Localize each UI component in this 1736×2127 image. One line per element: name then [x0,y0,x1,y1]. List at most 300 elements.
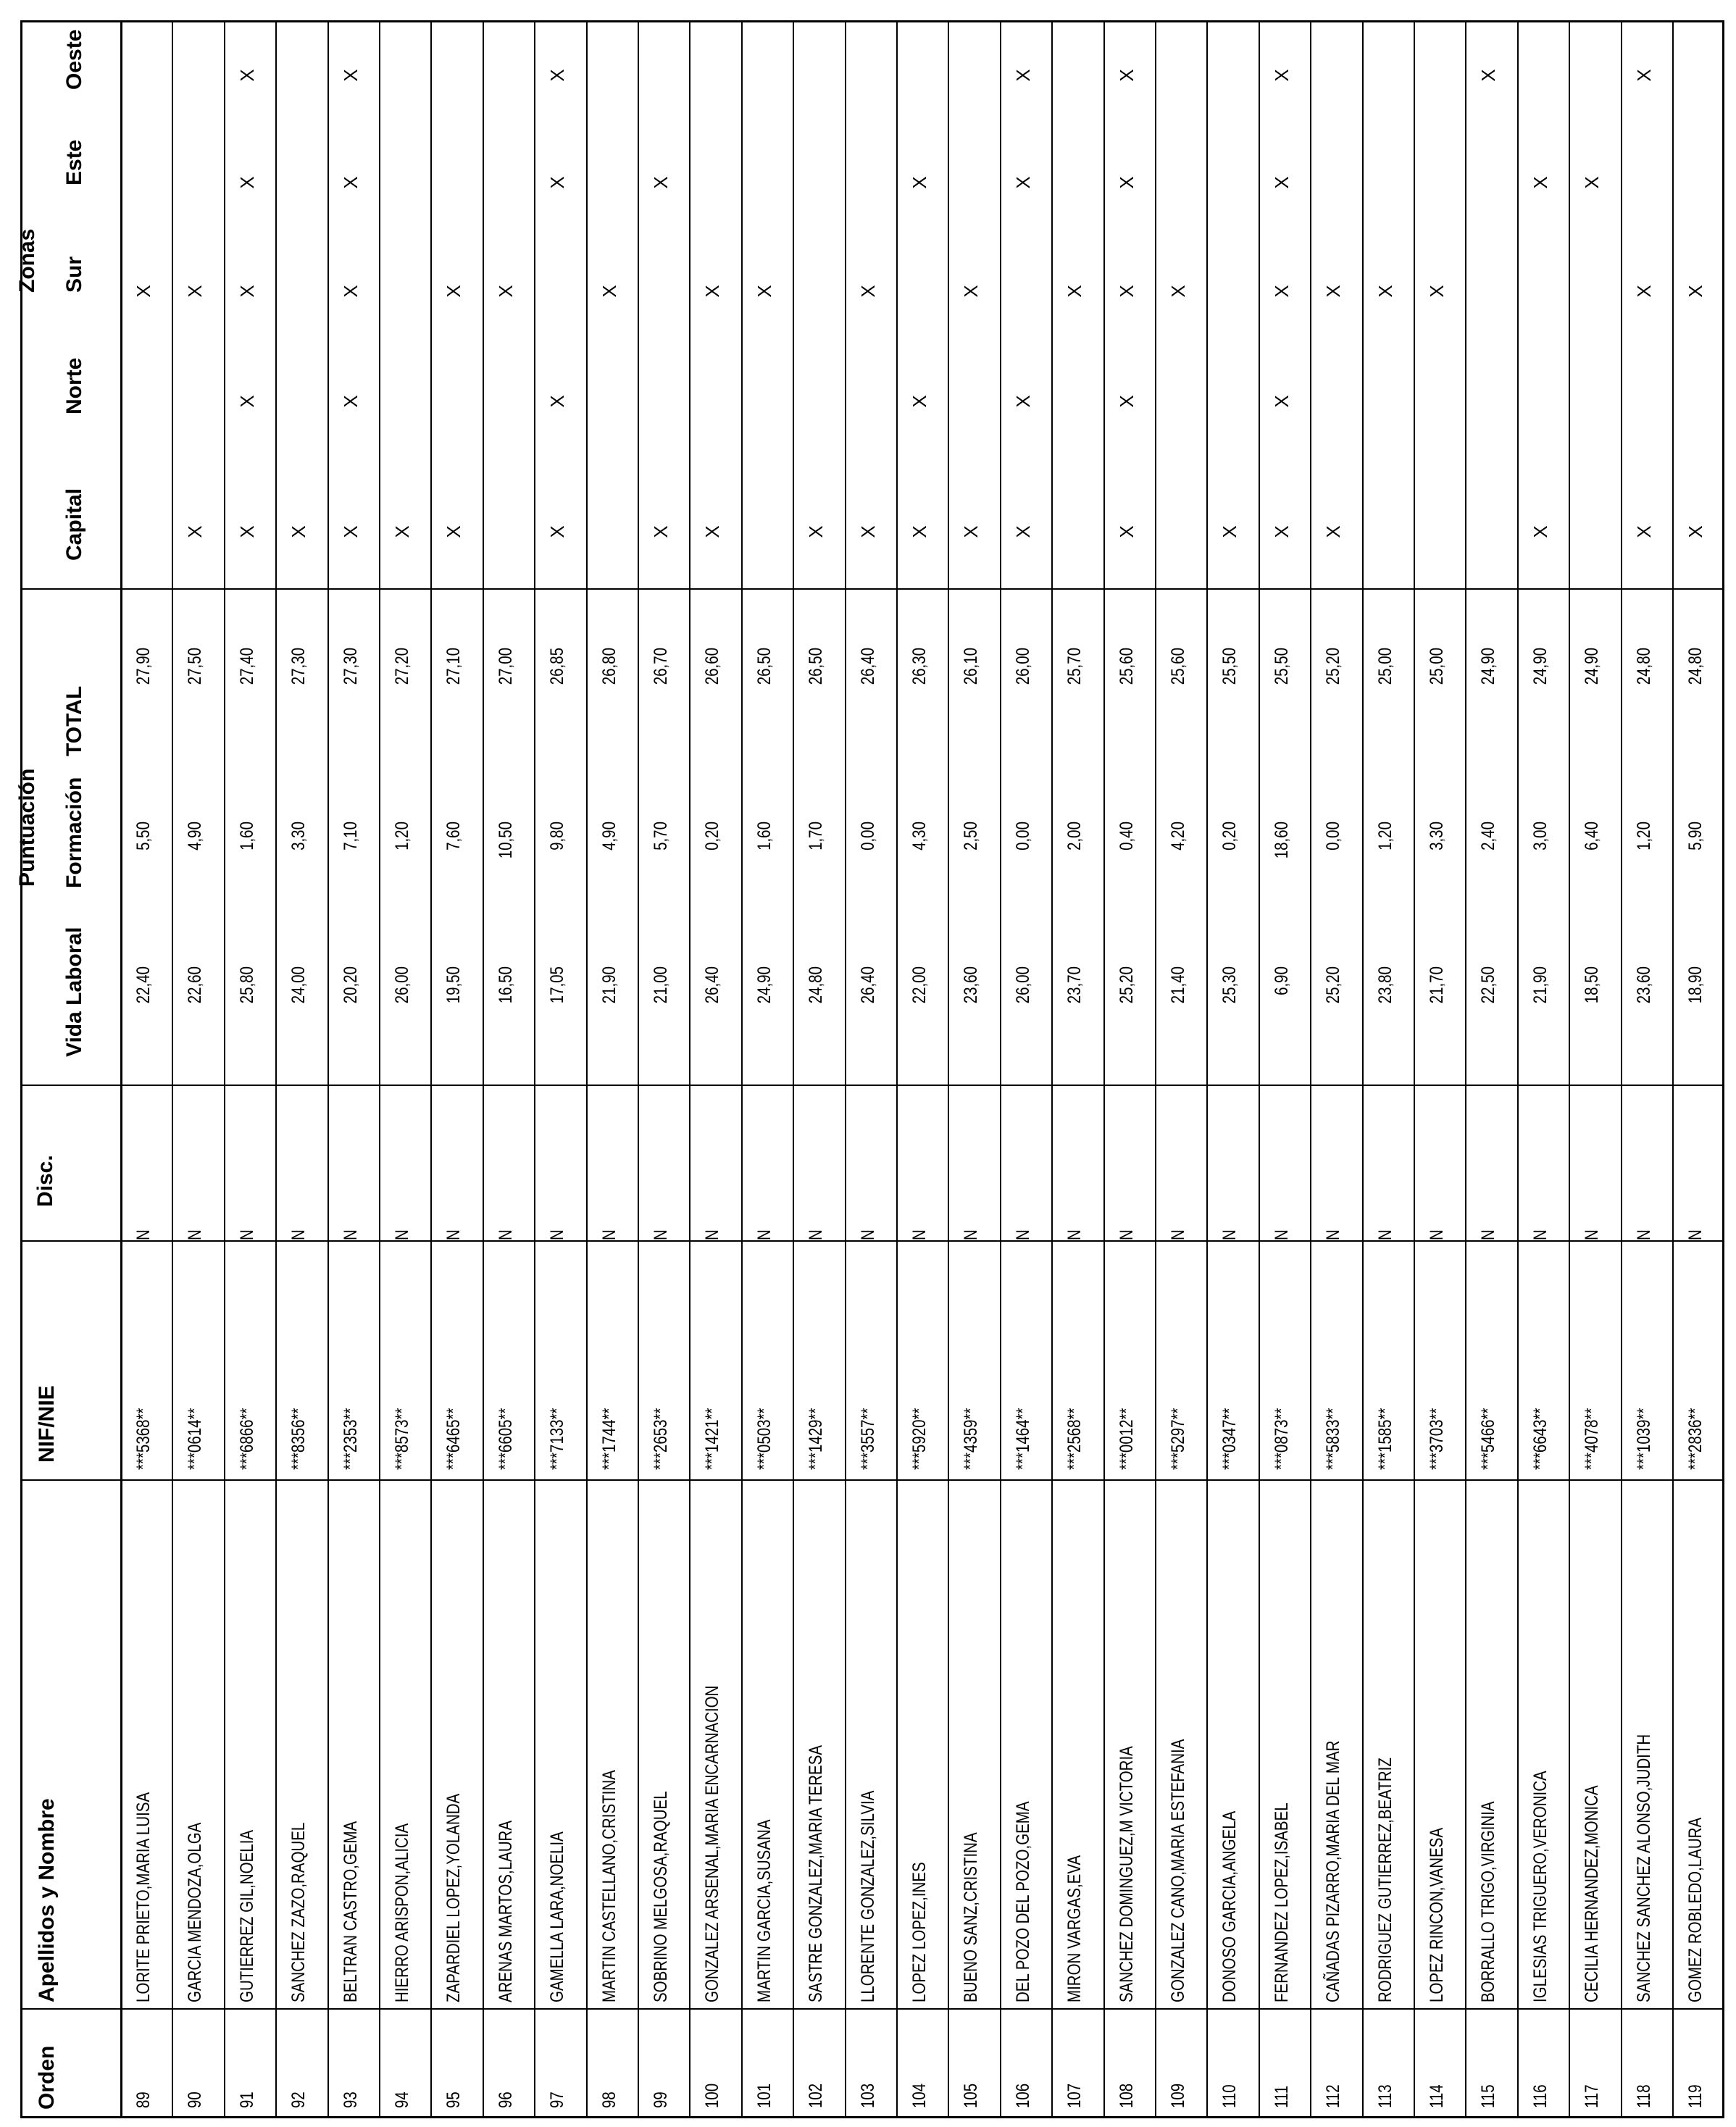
cell-nombre: RODRIGUEZ GUTIERREZ,BEATRIZ [1374,1758,1395,2002]
cell-formacion: 4,20 [1168,822,1188,851]
cell-total: 27,30 [288,648,309,685]
row-divider [1362,20,1364,2118]
zone-mark-oeste: X [339,69,362,82]
zone-mark-capital: X [1011,525,1034,538]
cell-vida-laboral: 24,90 [754,966,775,1004]
cell-vida-laboral: 23,80 [1374,966,1395,1004]
cell-orden: 118 [1633,2084,1654,2108]
cell-formacion: 1,60 [236,822,257,851]
cell-orden: 91 [236,2092,257,2108]
header-orden: Orden [35,2045,59,2110]
header-oeste: Oeste [62,29,86,90]
cell-disc: N [857,1229,878,1240]
cell-nombre: MIRON VARGAS,EVA [1064,1855,1085,2002]
cell-formacion: 0,00 [1323,822,1344,851]
row-divider [1569,20,1570,2118]
cell-nif: ***1039** [1633,1408,1654,1470]
cell-orden: 97 [547,2092,568,2108]
cell-nombre: DONOSO GARCIA,ANGELA [1219,1810,1240,2002]
row-divider [1000,20,1001,2118]
cell-vida-laboral: 26,40 [702,966,723,1004]
zone-mark-este: X [235,176,258,189]
cell-nombre: ZAPARDIEL LOPEZ,YOLANDA [443,1793,464,2002]
cell-total: 24,80 [1685,648,1706,685]
cell-total: 26,40 [857,648,878,685]
zone-mark-capital: X [391,525,413,538]
zone-mark-capital: X [1632,525,1655,538]
cell-vida-laboral: 21,00 [651,966,671,1004]
cell-total: 25,50 [1219,648,1240,685]
cell-formacion: 2,40 [1478,822,1499,851]
zone-mark-oeste: X [235,69,258,82]
cell-total: 26,50 [806,648,827,685]
row-divider [896,20,898,2118]
cell-nif: ***0503** [754,1408,775,1470]
cell-vida-laboral: 22,00 [909,966,930,1004]
row-divider [1155,20,1156,2118]
cell-nif: ***0012** [1116,1408,1137,1470]
cell-nif: ***0614** [185,1408,206,1470]
zone-mark-oeste: X [546,69,569,82]
row-divider [845,20,846,2118]
cell-nombre: HIERRO ARISPON,ALICIA [392,1823,412,2002]
zone-mark-capital: X [546,525,569,538]
cell-nombre: SANCHEZ SANCHEZ ALONSO,JUDITH [1633,1734,1654,2002]
cell-disc: N [185,1229,206,1240]
row-divider [379,20,380,2118]
cell-nif: ***8356** [288,1408,309,1470]
zone-mark-capital: X [960,525,982,538]
cell-vida-laboral: 21,40 [1168,966,1188,1004]
cell-nif: ***6465** [443,1408,464,1470]
zone-mark-norte: X [909,395,930,408]
row-divider [1621,20,1622,2118]
cell-orden: 96 [495,2092,516,2108]
zone-mark-norte: X [1115,395,1138,408]
cell-nombre: CECILIA HERNANDEZ,MONICA [1582,1785,1603,2002]
zone-mark-oeste: X [1011,69,1034,82]
cell-total: 26,50 [754,648,775,685]
cell-vida-laboral: 16,50 [495,966,516,1004]
cell-formacion: 5,70 [651,822,671,851]
cell-disc: N [547,1229,568,1240]
cell-nombre: IGLESIAS TRIGUERO,VERONICA [1530,1771,1551,2002]
zone-mark-este: X [909,176,930,189]
cell-nif: ***6866** [236,1408,257,1470]
cell-nombre: GUTIERREZ GIL,NOELIA [236,1829,257,2002]
cell-vida-laboral: 26,40 [857,966,878,1004]
cell-total: 26,60 [702,648,723,685]
header-norte: Norte [62,357,86,414]
cell-orden: 114 [1427,2084,1447,2108]
zone-mark-sur: X [1167,285,1189,298]
cell-formacion: 6,40 [1582,822,1603,851]
row-divider [1259,20,1260,2118]
cell-total: 26,10 [961,648,982,685]
zone-mark-capital: X [650,525,672,538]
cell-total: 27,50 [185,648,206,685]
cell-nif: ***1429** [806,1408,827,1470]
cell-nif: ***6605** [495,1408,516,1470]
cell-disc: N [1116,1229,1137,1240]
header-nombre: Apellidos y Nombre [35,1798,59,2002]
cell-disc: N [909,1229,930,1240]
cell-nif: ***5368** [133,1408,154,1470]
cell-disc: N [1530,1229,1551,1240]
cell-orden: 109 [1168,2083,1188,2108]
cell-orden: 90 [185,2092,206,2108]
cell-formacion: 2,00 [1064,822,1085,851]
cell-disc: N [1374,1229,1395,1240]
cell-disc: N [392,1229,412,1240]
cell-total: 26,85 [547,648,568,685]
cell-vida-laboral: 23,60 [1633,966,1654,1004]
zone-mark-oeste: X [1632,69,1655,82]
cell-nif: ***3703** [1427,1408,1447,1470]
cell-orden: 116 [1530,2084,1551,2108]
row-divider [1103,20,1105,2118]
cell-formacion: 3,30 [288,822,309,851]
zone-mark-sur: X [443,285,465,298]
cell-nif: ***0873** [1271,1408,1292,1470]
header-total: TOTAL [62,685,86,756]
header-disc: Disc. [33,1155,57,1207]
cell-vida-laboral: 25,30 [1219,966,1240,1004]
cell-nif: ***5920** [909,1408,930,1470]
cell-total: 25,00 [1374,648,1395,685]
zone-mark-capital: X [339,525,362,538]
zone-mark-sur: X [1322,285,1345,298]
cell-vida-laboral: 25,80 [236,966,257,1004]
cell-orden: 95 [443,2092,464,2108]
cell-vida-laboral: 26,00 [1012,966,1033,1004]
zone-mark-este: X [546,176,569,189]
zone-mark-capital: X [856,525,879,538]
cell-vida-laboral: 23,60 [961,966,982,1004]
cell-disc: N [1219,1229,1240,1240]
cell-nif: ***3557** [857,1408,878,1470]
cell-disc: N [1271,1229,1292,1240]
cell-nif: ***6643** [1530,1408,1551,1470]
cell-total: 24,90 [1478,648,1499,685]
cell-nombre: SANCHEZ ZAZO,RAQUEL [288,1822,309,2002]
zone-mark-este: X [1581,176,1603,189]
cell-disc: N [1012,1229,1033,1240]
cell-total: 27,00 [495,648,516,685]
zone-mark-capital: X [443,525,465,538]
cell-nombre: BUENO SANZ,CRISTINA [961,1832,982,2002]
zone-mark-sur: X [960,285,982,298]
zone-mark-sur: X [339,285,362,298]
cell-vida-laboral: 26,00 [392,966,412,1004]
zone-mark-este: X [1529,176,1551,189]
cell-nombre: MARTIN CASTELLANO,CRISTINA [598,1770,619,2002]
zone-mark-sur: X [1374,285,1396,298]
cell-disc: N [1427,1229,1447,1240]
cell-formacion: 18,60 [1271,822,1292,859]
zone-mark-norte: X [235,395,258,408]
header-este: Este [62,139,86,185]
cell-formacion: 0,00 [1012,822,1033,851]
cell-disc: N [806,1229,827,1240]
cell-disc: N [288,1229,309,1240]
cell-vida-laboral: 6,90 [1271,966,1292,995]
cell-formacion: 0,20 [702,822,723,851]
cell-total: 27,40 [236,648,257,685]
cell-nif: ***4359** [961,1408,982,1470]
zone-mark-sur: X [1064,285,1086,298]
cell-nombre: SANCHEZ DOMINGUEZ,M VICTORIA [1116,1746,1137,2002]
row-divider [741,20,743,2118]
header-nif: NIF/NIE [35,1385,59,1463]
zone-mark-este: X [1011,176,1034,189]
row-divider [483,20,484,2118]
row-divider [1206,20,1208,2118]
cell-disc: N [133,1229,154,1240]
cell-nif: ***2353** [340,1408,361,1470]
cell-nif: ***2568** [1064,1408,1085,1470]
cell-total: 24,90 [1530,648,1551,685]
zone-mark-sur: X [1115,285,1138,298]
cell-nombre: FERNANDEZ LOPEZ,ISABEL [1271,1802,1292,2002]
cell-disc: N [702,1229,723,1240]
row-divider [948,20,949,2118]
row-divider [1517,20,1519,2118]
cell-nif: ***5466** [1478,1408,1499,1470]
cell-orden: 104 [909,2083,930,2108]
cell-nif: ***5297** [1168,1408,1188,1470]
cell-total: 26,70 [651,648,671,685]
cell-nif: ***1744** [598,1408,619,1470]
cell-vida-laboral: 19,50 [443,966,464,1004]
cell-disc: N [1633,1229,1654,1240]
header-puntuacion: Puntuación [15,768,39,887]
cell-nif: ***8573** [392,1408,412,1470]
zone-mark-este: X [339,176,362,189]
cell-formacion: 1,20 [392,822,412,851]
zone-mark-oeste: X [1270,69,1293,82]
cell-nif: ***2836** [1685,1408,1706,1470]
zone-mark-capital: X [1685,525,1706,538]
row-divider [638,20,639,2118]
row-divider [1310,20,1311,2118]
cell-total: 26,00 [1012,648,1033,685]
cell-nif: ***2653** [651,1408,671,1470]
cell-total: 24,90 [1582,648,1603,685]
cell-nombre: LOPEZ LOPEZ,INES [909,1862,930,2002]
cell-disc: N [1168,1229,1188,1240]
row-divider [793,20,794,2118]
cell-nombre: GAMELLA LARA,NOELIA [547,1831,568,2002]
zone-mark-capital: X [1270,525,1293,538]
cell-vida-laboral: 25,20 [1323,966,1344,1004]
cell-disc: N [1685,1229,1706,1240]
cell-nombre: GOMEZ ROBLEDO,LAURA [1685,1817,1706,2002]
cell-formacion: 5,90 [1685,822,1706,851]
row-divider [275,20,277,2118]
row-divider [689,20,690,2118]
cell-total: 26,30 [909,648,930,685]
cell-nif: ***1585** [1374,1408,1395,1470]
zone-mark-capital: X [1219,525,1241,538]
cell-vida-laboral: 24,00 [288,966,309,1004]
cell-nif: ***0347** [1219,1408,1240,1470]
zone-mark-capital: X [1115,525,1138,538]
cell-total: 25,20 [1323,648,1344,685]
cell-nif: ***1464** [1012,1408,1033,1470]
header-capital: Capital [62,488,86,561]
cell-formacion: 1,20 [1374,822,1395,851]
cell-orden: 98 [598,2092,619,2108]
cell-disc: N [1064,1229,1085,1240]
cell-nombre: BORRALLO TRIGO,VIRGINIA [1478,1801,1499,2002]
zone-mark-este: X [650,176,672,189]
cell-vida-laboral: 22,50 [1478,966,1499,1004]
cell-total: 27,10 [443,648,464,685]
cell-vida-laboral: 22,40 [133,966,154,1004]
cell-orden: 89 [133,2092,154,2108]
header-bottom-border [120,20,122,2118]
cell-disc: N [1478,1229,1499,1240]
zone-mark-norte: X [1011,395,1034,408]
cell-nombre: SASTRE GONZALEZ,MARIA TERESA [806,1744,827,2002]
cell-nombre: ARENAS MARTOS,LAURA [495,1820,516,2002]
cell-vida-laboral: 24,80 [806,966,827,1004]
cell-disc: N [236,1229,257,1240]
cell-nombre: GONZALEZ ARSENAL,MARIA ENCARNACION [702,1685,723,2002]
cell-formacion: 1,70 [806,822,827,851]
header-zonas: Zonas [15,228,39,293]
cell-disc: N [443,1229,464,1240]
cell-vida-laboral: 18,90 [1685,966,1706,1004]
cell-orden: 94 [392,2092,412,2108]
cell-disc: N [495,1229,516,1240]
cell-total: 24,80 [1633,648,1654,685]
zone-mark-capital: X [1322,525,1345,538]
cell-orden: 99 [651,2092,671,2108]
cell-nombre: SOBRINO MELGOSA,RAQUEL [651,1791,671,2002]
zone-mark-oeste: X [1115,69,1138,82]
cell-formacion: 2,50 [961,822,982,851]
cell-total: 27,30 [340,648,361,685]
zone-mark-capital: X [1529,525,1551,538]
cell-formacion: 1,60 [754,822,775,851]
zone-mark-norte: X [1270,395,1293,408]
cell-nombre: LOPEZ RINCON,VANESA [1427,1827,1447,2002]
cell-disc: N [754,1229,775,1240]
zone-mark-este: X [1115,176,1138,189]
zone-mark-sur: X [1685,285,1706,298]
row-divider [172,20,173,2118]
cell-nombre: MARTIN GARCIA,SUSANA [754,1819,775,2002]
zone-mark-sur: X [598,285,620,298]
cell-disc: N [1582,1229,1603,1240]
cell-orden: 117 [1582,2084,1603,2108]
cell-formacion: 3,00 [1530,822,1551,851]
cell-vida-laboral: 23,70 [1064,966,1085,1004]
zone-mark-sur: X [235,285,258,298]
cell-total: 25,70 [1064,648,1085,685]
cell-vida-laboral: 20,20 [340,966,361,1004]
cell-orden: 105 [961,2083,982,2108]
zone-mark-sur: X [1632,285,1655,298]
cell-total: 25,50 [1271,648,1292,685]
cell-orden: 93 [340,2092,361,2108]
header-sur: Sur [62,256,86,293]
cell-formacion: 3,30 [1427,822,1447,851]
cell-orden: 103 [857,2083,878,2108]
cell-formacion: 7,60 [443,822,464,851]
cell-total: 25,00 [1427,648,1447,685]
zone-mark-sur: X [856,285,879,298]
cell-vida-laboral: 17,05 [547,966,568,1004]
cell-formacion: 4,30 [909,822,930,851]
row-divider [1672,20,1674,2118]
zone-mark-sur: X [184,285,206,298]
zone-mark-capital: X [805,525,827,538]
cell-nombre: GONZALEZ CANO,MARIA ESTEFANIA [1168,1739,1188,2002]
cell-orden: 112 [1323,2084,1344,2108]
cell-total: 27,90 [133,648,154,685]
row-divider [586,20,588,2118]
cell-formacion: 10,50 [495,822,516,859]
cell-formacion: 1,20 [1633,822,1654,851]
zone-mark-norte: X [546,395,569,408]
cell-vida-laboral: 21,70 [1427,966,1447,1004]
cell-disc: N [598,1229,619,1240]
cell-formacion: 7,10 [340,822,361,851]
cell-nombre: BELTRAN CASTRO,GEMA [340,1821,361,2002]
cell-orden: 107 [1064,2083,1085,2108]
cell-nif: ***1421** [702,1408,723,1470]
cell-vida-laboral: 18,50 [1582,966,1603,1004]
row-divider [224,20,225,2118]
zone-mark-norte: X [339,395,362,408]
cell-orden: 111 [1271,2085,1292,2108]
header-formacion: Formación [62,777,86,888]
cell-formacion: 5,50 [133,822,154,851]
cell-nif: ***7133** [547,1408,568,1470]
cell-nombre: GARCIA MENDOZA,OLGA [185,1822,206,2002]
zone-mark-sur: X [494,285,517,298]
zone-mark-capital: X [288,525,310,538]
zone-mark-sur: X [753,285,775,298]
cell-nif: ***4078** [1582,1408,1603,1470]
cell-formacion: 0,20 [1219,822,1240,851]
cell-formacion: 4,90 [185,822,206,851]
cell-orden: 101 [754,2083,775,2108]
zone-mark-sur: X [1270,285,1293,298]
zone-mark-sur: X [1426,285,1448,298]
cell-nombre: LLORENTE GONZALEZ,SILVIA [857,1790,878,2002]
cell-nombre: CAÑADAS PIZARRO,MARIA DEL MAR [1323,1740,1344,2002]
cell-disc: N [1323,1229,1344,1240]
cell-formacion: 4,90 [598,822,619,851]
zone-mark-capital: X [701,525,724,538]
cell-orden: 102 [806,2083,827,2108]
row-divider [1414,20,1415,2118]
cell-vida-laboral: 21,90 [598,966,619,1004]
cell-orden: 119 [1685,2084,1706,2108]
zone-mark-sur: X [701,285,724,298]
cell-vida-laboral: 22,60 [185,966,206,1004]
cell-formacion: 0,40 [1116,822,1137,851]
zone-mark-capital: X [184,525,206,538]
cell-orden: 100 [702,2083,723,2108]
cell-orden: 106 [1012,2083,1033,2108]
cell-formacion: 9,80 [547,822,568,851]
cell-total: 25,60 [1168,648,1188,685]
